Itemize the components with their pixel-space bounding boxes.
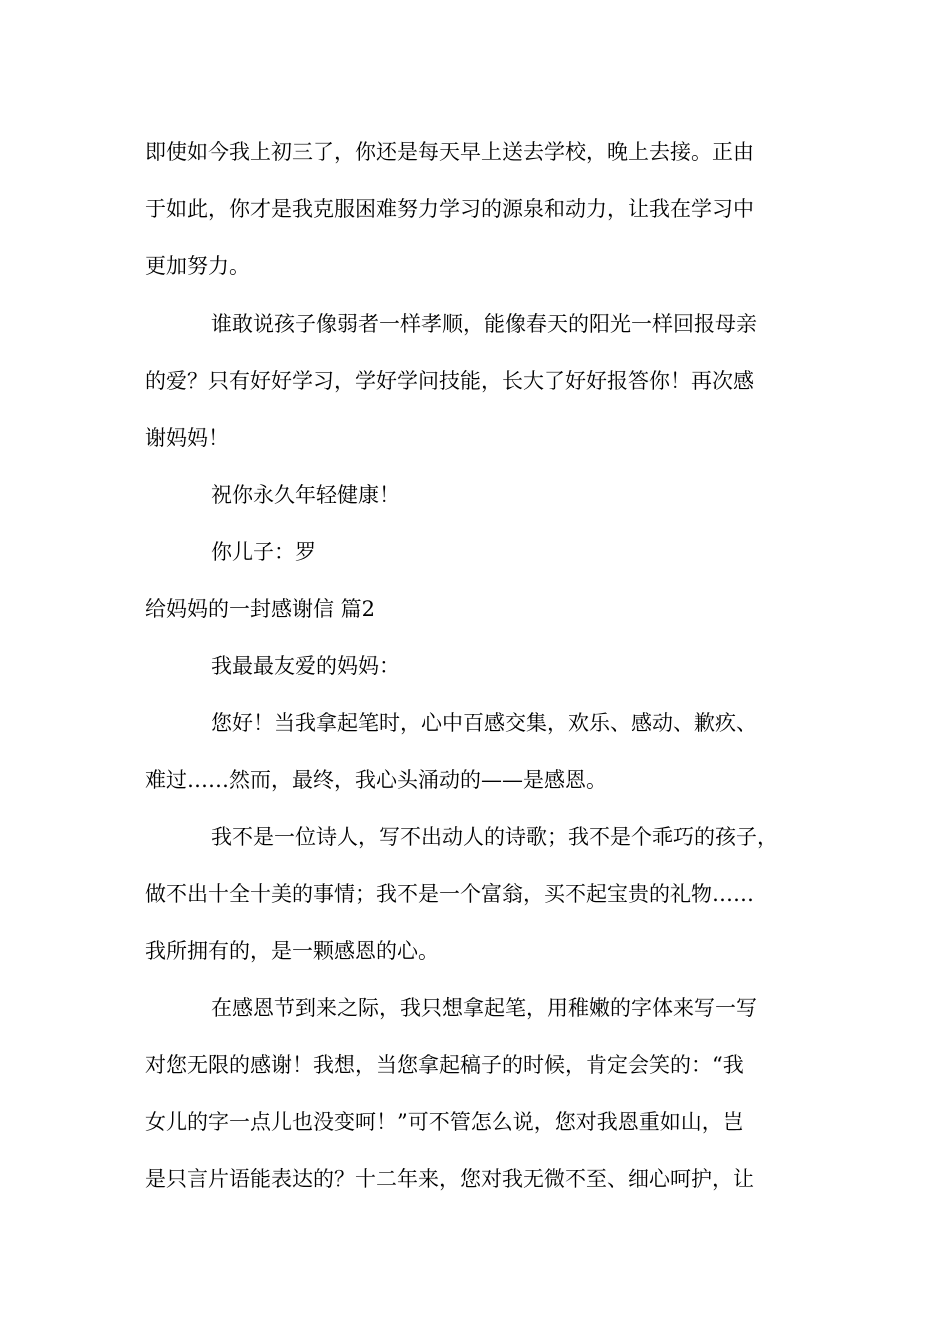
paragraph-line: 谢妈妈！ [145,426,229,450]
paragraph-line: 对您无限的感谢！我想，当您拿起稿子的时候，肯定会笑的：“我 [145,1053,744,1077]
paragraph-line: 难过……然而，最终，我心头涌动的——是感恩。 [145,768,607,792]
section-title: 给妈妈的一封感谢信 篇2 [145,597,376,621]
signature-line: 你儿子：罗 [211,540,316,564]
paragraph-line: 即使如今我上初三了，你还是每天早上送去学校，晚上去接。正由 [145,140,754,164]
salutation-line: 我最最友爱的妈妈： [211,654,400,678]
paragraph-line: 是只言片语能表达的？十二年来，您对我无微不至、细心呵护，让 [145,1167,754,1191]
paragraph-line: 在感恩节到来之际，我只想拿起笔，用稚嫩的字体来写一写 [211,996,757,1020]
paragraph-line: 做不出十全十美的事情；我不是一个富翁，买不起宝贵的礼物…… [145,882,754,906]
paragraph-line: 我不是一位诗人，写不出动人的诗歌；我不是个乖巧的孩子， [211,825,778,849]
paragraph-line: 的爱？只有好好学习，学好学问技能，长大了好好报答你！再次感 [145,369,754,393]
paragraph-line: 谁敢说孩子像弱者一样孝顺，能像春天的阳光一样回报母亲 [211,312,757,336]
paragraph-line: 您好！当我拿起笔时，心中百感交集，欢乐、感动、歉疚、 [211,711,757,735]
closing-line: 祝你永久年轻健康！ [211,483,400,507]
paragraph-line: 于如此，你才是我克服困难努力学习的源泉和动力，让我在学习中 [145,197,754,221]
paragraph-line: 更加努力。 [145,254,250,278]
paragraph-line: 我所拥有的，是一颗感恩的心。 [145,939,439,963]
paragraph-line: 女儿的字一点儿也没变呵！”可不管怎么说，您对我恩重如山，岂 [145,1110,744,1134]
